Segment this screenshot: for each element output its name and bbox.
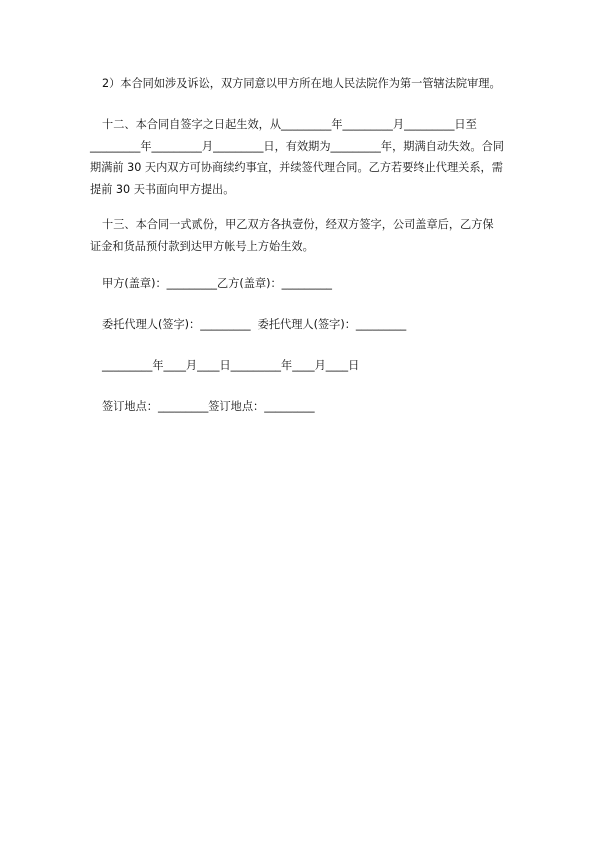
clause-13-copies bbox=[90, 214, 522, 257]
signature-place-line: 签订地点：_________签订地点：_________ bbox=[102, 400, 315, 413]
signature-date-line: _________年____月____日_________年____月____日 bbox=[102, 359, 360, 372]
clause-12-line-4: 提前 30 天书面向甲方提出。 bbox=[90, 182, 235, 196]
clause-dispute-resolution: 2）本合同如涉及诉讼，双方同意以甲方所在地人民法院作为第一管辖法院审理。 bbox=[102, 77, 501, 90]
clause-12-line-2: _________年_________月_________日，有效期为_________年，期满自动失效。合同 bbox=[90, 139, 504, 153]
clause-12-line-1: 十二、本合同自签字之日起生效，从_________年_________月_________日至 bbox=[102, 118, 477, 131]
signature-agent-line: 委托代理人(签字)：_________ 委托代理人(签字)：_________ bbox=[102, 318, 407, 331]
clause-13-line-1: 十三、本合同一式贰份，甲乙双方各执壹份，经双方签字，公司盖章后，乙方保 bbox=[102, 218, 494, 231]
clause-13-line-2: 证金和货品预付款到达甲方帐号上方始生效。 bbox=[90, 239, 314, 253]
clause-12-validity bbox=[90, 114, 522, 200]
clause-12-line-3: 期满前 30 天内双方可协商续约事宜，并续签代理合同。乙方若要终止代理关系，需 bbox=[90, 161, 503, 174]
signature-stamp-line: 甲方(盖章)：_________乙方(盖章)：_________ bbox=[102, 277, 333, 290]
